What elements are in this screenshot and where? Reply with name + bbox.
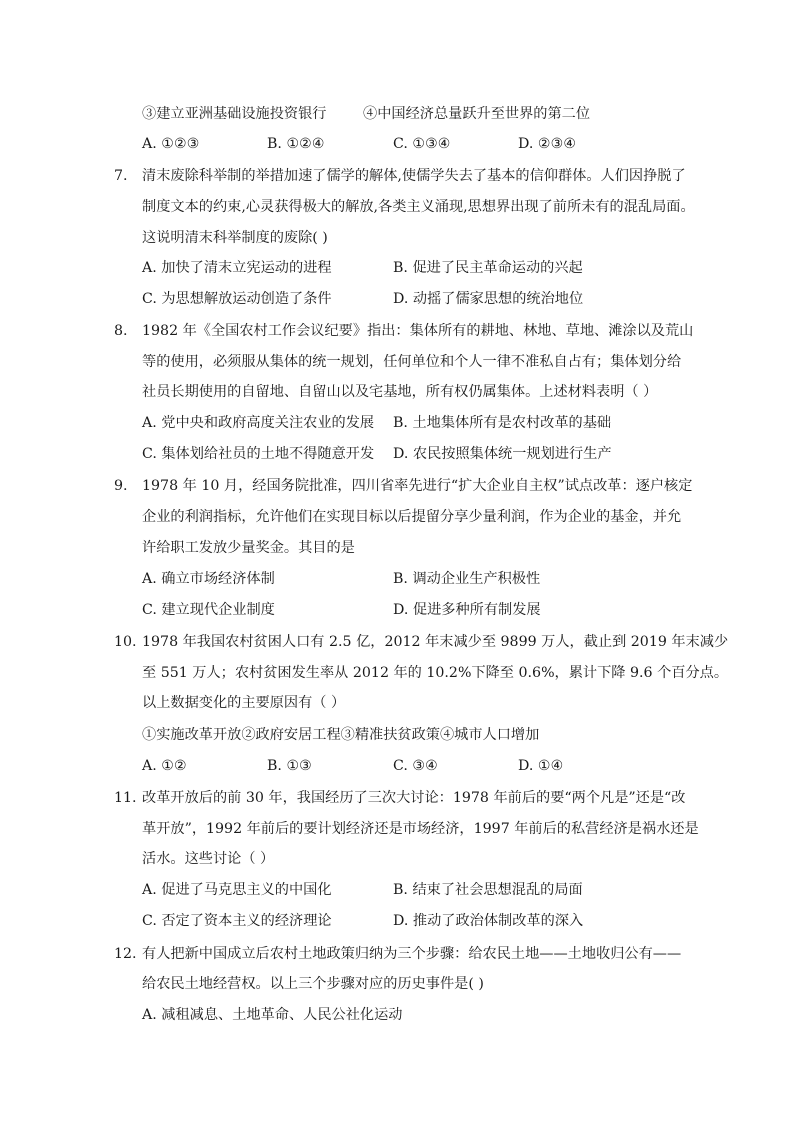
q6-option-d[interactable]: D. ②③④ [518, 136, 577, 152]
q6-option-c[interactable]: C. ①③④ [393, 136, 451, 152]
q9-option-d[interactable]: D. 促进多种所有制发展 [393, 602, 541, 618]
q9-line-3: 许给职工发放少量奖金。其目的是 [142, 540, 355, 556]
q9-option-b[interactable]: B. 调动企业生产积极性 [393, 571, 541, 587]
q11-option-c[interactable]: C. 否定了资本主义的经济理论 [142, 913, 332, 929]
q8-option-b[interactable]: B. 土地集体所有是农村改革的基础 [393, 415, 612, 431]
q7-option-a[interactable]: A. 加快了清末立宪运动的进程 [142, 260, 332, 276]
q11-line-3: 活水。这些讨论（ ） [142, 851, 275, 867]
q7-option-c[interactable]: C. 为思想解放运动创造了条件 [142, 291, 332, 307]
q10-line-3: 以上数据变化的主要原因有（ ） [142, 695, 346, 711]
q10-line-4: ①实施改革开放②政府安居工程③精准扶贫政策④城市人口增加 [142, 727, 540, 743]
q8-option-a[interactable]: A. 党中央和政府高度关注农业的发展 [142, 415, 375, 431]
q8-option-d[interactable]: D. 农民按照集体统一规划进行生产 [393, 446, 612, 462]
q10-line-1: 1978 年我国农村贫困人口有 2.5 亿，2012 年末减少至 9899 万人，截止到 2019 年末减少 [142, 634, 729, 650]
q7-option-d[interactable]: D. 动摇了儒家思想的统治地位 [393, 291, 584, 307]
q11-option-a[interactable]: A. 促进了马克思主义的中国化 [142, 882, 332, 898]
q6-statement-4: ④中国经济总量跃升至世界的第二位 [363, 106, 591, 122]
q7-number: 7. [114, 168, 128, 184]
q10-number: 10. [114, 634, 137, 650]
q6-option-b[interactable]: B. ①②④ [267, 136, 325, 152]
q8-line-3: 社员长期使用的自留地、自留山以及宅基地，所有权仍属集体。上述材料表明（ ） [142, 384, 658, 400]
q6-statement-3: ③建立亚洲基础设施投资银行 [142, 106, 327, 122]
q7-line-1: 清末废除科举制的举措加速了儒学的解体,使儒学失去了基本的信仰群体。人们因挣脱了 [142, 168, 686, 184]
q6-option-a[interactable]: A. ①②③ [142, 136, 200, 152]
q11-line-1: 改革开放后的前 30 年，我国经历了三次大讨论：1978 年前后的要“两个凡是”还是“改 [142, 790, 686, 806]
q8-line-1: 1982 年《全国农村工作会议纪要》指出：集体所有的耕地、林地、草地、滩涂以及荒山 [142, 323, 694, 339]
q7-line-2: 制度文本的约束,心灵获得极大的解放,各类主义涌现,思想界出现了前所未有的混乱局面。 [142, 199, 695, 215]
q11-option-d[interactable]: D. 推动了政治体制改革的深入 [393, 913, 584, 929]
q8-line-2: 等的使用，必须服从集体的统一规划，任何单位和个人一律不准私自占有；集体划分给 [142, 354, 682, 370]
q9-number: 9. [114, 478, 128, 494]
q12-line-1: 有人把新中国成立后农村土地政策归纳为三个步骤：给农民土地——土地收归公有—— [142, 946, 682, 962]
q9-line-2: 企业的利润指标，允许他们在实现目标以后提留分享少量利润，作为企业的基金，并允 [142, 509, 682, 525]
q10-option-d[interactable]: D. ①④ [518, 758, 564, 774]
q10-option-a[interactable]: A. ①② [142, 758, 187, 774]
q11-option-b[interactable]: B. 结束了社会思想混乱的局面 [393, 882, 583, 898]
q12-option-a[interactable]: A. 减租减息、土地革命、人民公社化运动 [142, 1007, 403, 1023]
q7-option-b[interactable]: B. 促进了民主革命运动的兴起 [393, 260, 583, 276]
q9-option-c[interactable]: C. 建立现代企业制度 [142, 602, 275, 618]
q8-option-c[interactable]: C. 集体划给社员的土地不得随意开发 [142, 446, 375, 462]
q10-option-c[interactable]: C. ③④ [393, 758, 438, 774]
q9-line-1: 1978 年 10 月，经国务院批准，四川省率先进行“扩大企业自主权”试点改革：逐户核定 [142, 478, 693, 494]
q10-option-b[interactable]: B. ①③ [267, 758, 312, 774]
q11-number: 11. [114, 790, 137, 806]
q12-line-2: 给农民土地经营权。以上三个步骤对应的历史事件是( ) [142, 976, 484, 992]
q12-number: 12. [114, 946, 137, 962]
q10-line-2: 至 551 万人；农村贫困发生率从 2012 年的 10.2%下降至 0.6%，累计下降 9.6 个百分点。 [142, 665, 729, 681]
q11-line-2: 革开放”，1992 年前后的要计划经济还是市场经济，1997 年前后的私营经济是祸水还是 [142, 821, 699, 837]
q8-number: 8. [114, 323, 128, 339]
q9-option-a[interactable]: A. 确立市场经济体制 [142, 571, 275, 587]
q7-line-3: 这说明清末科举制度的废除( ) [142, 230, 328, 246]
